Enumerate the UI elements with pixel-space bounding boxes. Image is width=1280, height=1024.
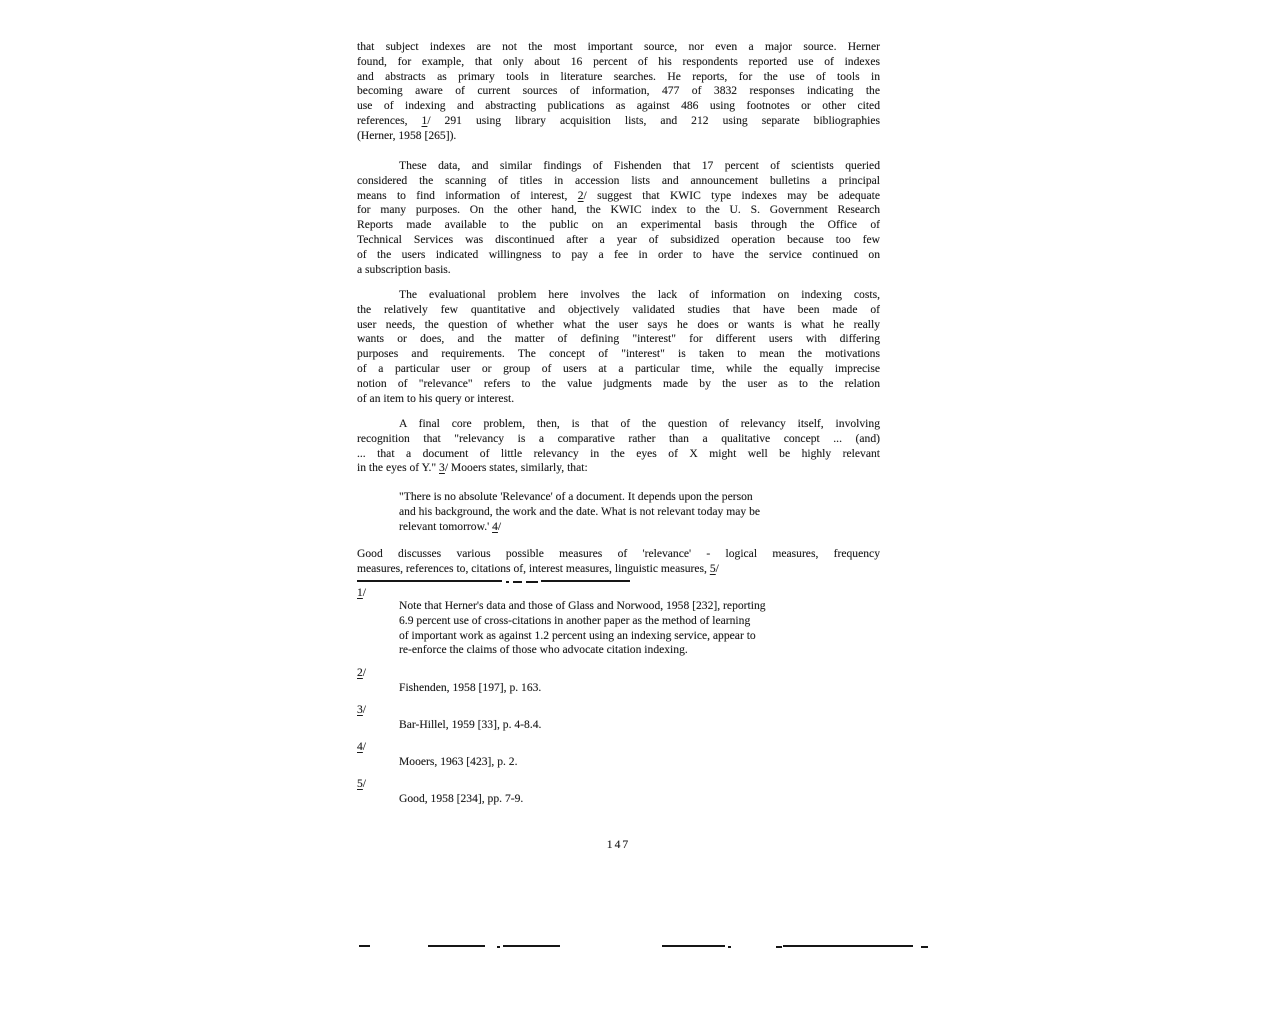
paragraph-2: These data, and similar findings of Fishenden that 17 percent of scientists queried considered the scanning of titles in accession lists and announcement bulletins a principal means to find information of interest, 2/ suggest that KWIC type indexes may be adequate for many purposes. On the other hand, the KWIC index to the U. S. Government Research Reports made available to the public on an experimental basis through the Office of Technical Services was discontinued after a year of subsidized operation because too few of the users indicated willingness to pay a fee in order to have the service continued on a subscription basis. xyxy=(357,159,880,276)
footnote-2-text: Fishenden, 1958 [197], p. 163. xyxy=(399,681,542,694)
scan-artifact-line xyxy=(359,945,370,947)
scan-artifact-dot xyxy=(921,946,928,948)
scan-artifact-line xyxy=(503,945,560,947)
scan-artifact-dot xyxy=(776,946,782,948)
paragraph-4: A final core problem, then, is that of the question of relevancy itself, involving recognition that "relevancy is a comparative rather than a qualitative concept ... (and) ... that a document of little relevancy in the eyes of X might well be highly relevant in the eyes of Y." 3/ Mooers states, similarly, that: xyxy=(357,417,880,475)
scan-artifact-line xyxy=(428,945,485,947)
separator-segment xyxy=(357,580,502,582)
footnote-4-marker: 4/ xyxy=(357,740,367,753)
separator-dot xyxy=(506,581,509,583)
footnote-3-marker: 3/ xyxy=(357,703,367,716)
page-number: 147 xyxy=(606,838,631,851)
footnote-1-text: Note that Herner's data and those of Glass and Norwood, 1958 [232], reporting 6.9 percent use of cross-citations in another paper as the method of learning of important work as against 1.2 percent using an indexing service, appear to re-enforce the claims of those who advocate citation indexing. xyxy=(399,599,766,657)
paragraph-closing: Good discusses various possible measures of 'relevance' - logical measures, frequency measures, references to, citations of, interest measures, linguistic measures, 5/ xyxy=(357,547,880,575)
footnote-5-marker: 5/ xyxy=(357,777,367,790)
separator-segment xyxy=(541,580,630,582)
footnote-4-text: Mooers, 1963 [423], p. 2. xyxy=(399,755,518,768)
scan-artifact-line xyxy=(783,945,913,947)
paragraph-3: The evaluational problem here involves the lack of information on indexing costs, the relatively few quantitative and objectively validated studies that have been made of user needs, the question of whether what the user says he does or wants is what he really wants or does, and the matter of defining "interest" for different users with differing purposes and requirements. The concept of "interest" is taken to mean the motivations of a particular user or group of users at a particular time, while the equally imprecise notion of "relevance" refers to the value judgments made by the user as to the relation of an item to his query or interest. xyxy=(357,288,880,405)
footnote-3-text: Bar-Hillel, 1959 [33], p. 4-8.4. xyxy=(399,718,542,731)
footnote-5-text: Good, 1958 [234], pp. 7-9. xyxy=(399,792,524,805)
scan-artifact-dot xyxy=(497,946,500,948)
separator-dash xyxy=(526,581,538,583)
scan-artifact-dot xyxy=(728,946,731,948)
paragraph-1: that subject indexes are not the most important source, nor even a major source. Herner found, for example, that only about 16 percent of his respondents reported use of indexes and abstracts as primary tools in literature searches. He reports, for the use of tools in becoming aware of current sources of information, 477 of 3832 responses indicating the use of indexing and abstracting publications as against 486 using footnotes or other cited references, 1/ 291 using library acquisition lists, and 212 using separate bibliographies (Herner, 1958 [265]). xyxy=(357,40,880,142)
footnote-2-marker: 2/ xyxy=(357,666,367,679)
block-quote: "There is no absolute 'Relevance' of a document. It depends upon the person and his background, the work and the date. What is not relevant today may be relevant tomorrow.' 4/ xyxy=(399,490,761,533)
footnote-1-marker: 1/ xyxy=(357,586,367,599)
separator-dash xyxy=(513,581,522,583)
scan-artifact-line xyxy=(662,945,725,947)
